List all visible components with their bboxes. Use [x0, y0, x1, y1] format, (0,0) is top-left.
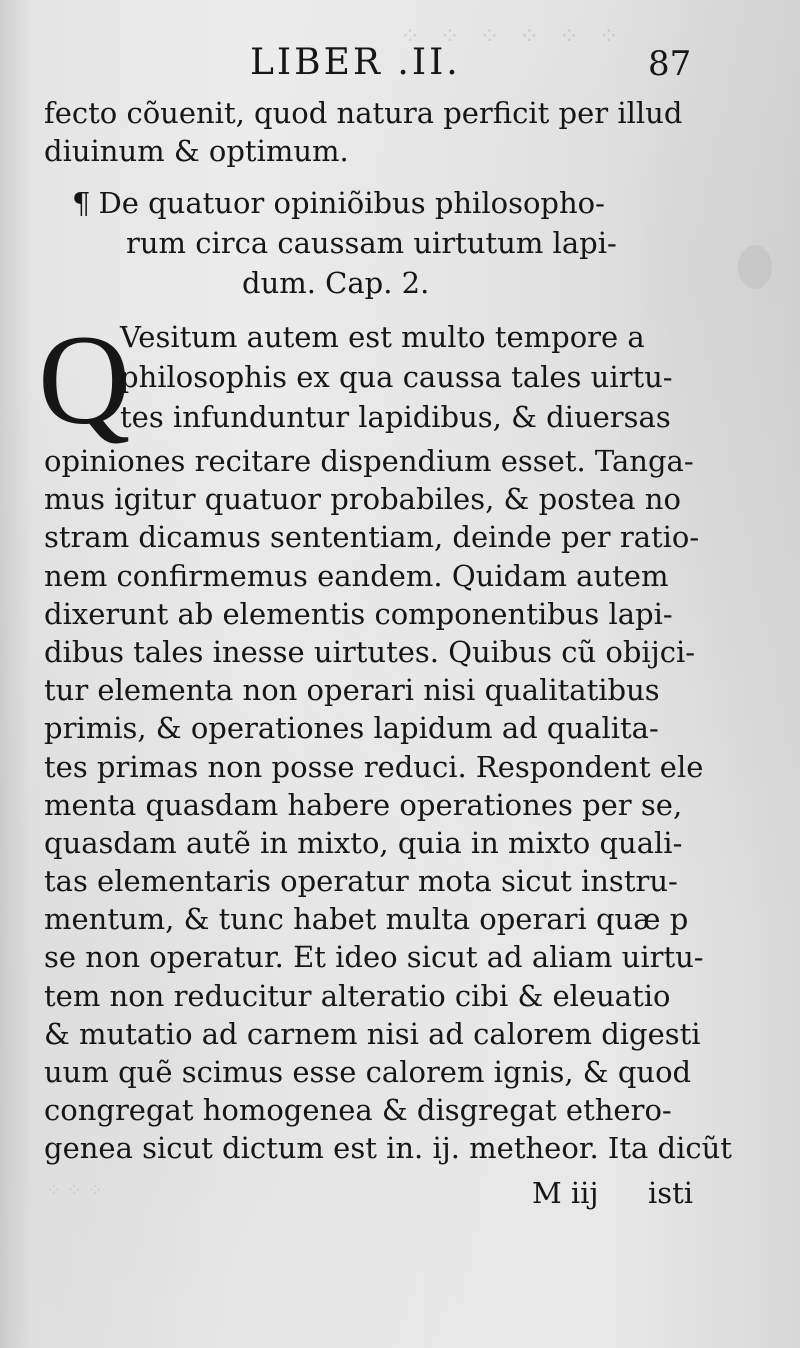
body-line: uum quẽ scimus esse calorem ignis, & quod	[44, 1055, 692, 1089]
chapter-heading-text-1: De quatuor opiniõibus philosopho-	[98, 186, 605, 220]
body-line: tes primas non posse reduci. Respondent ele	[44, 749, 704, 784]
body-line: nem confirmemus eandem. Quidam autem	[44, 558, 669, 593]
running-head: LIBER .II.	[250, 42, 461, 83]
body-line: & mutatio ad carnem nisi ad calorem digesti	[44, 1016, 701, 1051]
body-line: congregat homogenea & disgregat ethero-	[44, 1093, 672, 1128]
drop-cap: Q	[38, 309, 131, 451]
body-line: mentum, & tunc habet multa operari quæ p	[44, 902, 689, 937]
body-line: tas elementaris operatur mota sicut instru-	[44, 864, 678, 899]
body-line: genea sicut dictum est in. ij. metheor. Ita dicũt	[44, 1131, 732, 1166]
chapter-heading-line-1	[72, 186, 702, 220]
intro-line-1: fecto cõuenit, quod natura perficit per illud	[44, 96, 683, 130]
body-line: opiniones recitare dispendium esset. Tanga-	[44, 444, 694, 478]
pilcrow-icon: ¶	[72, 186, 91, 220]
first-paragraph-line-2: philosophis ex qua caussa tales uirtu-	[120, 360, 673, 394]
page-header	[0, 42, 800, 92]
bleed-through-text: ⁘ ⁘ ⁘ ⁘ ⁘ ⁘	[400, 22, 625, 50]
chapter-heading-line-3: dum. Cap. 2.	[242, 266, 430, 300]
body-line: tem non reducitur alteratio cibi & eleuatio	[44, 978, 671, 1013]
body-text	[44, 442, 732, 1168]
chapter-heading-line-2: rum circa caussam uirtutum lapi-	[126, 226, 617, 260]
body-line: dibus tales inesse uirtutes. Quibus cũ obijci-	[44, 634, 696, 669]
body-line: se non operatur. Et ideo sicut ad aliam uirtu-	[44, 940, 704, 975]
intro-line-2: diuinum & optimum.	[44, 134, 349, 168]
first-paragraph-line-3: tes infunduntur lapidibus, & diuersas	[120, 400, 671, 434]
signature-mark: M iij	[532, 1176, 599, 1210]
body-line: quasdam autẽ in mixto, quia in mixto quali-	[44, 825, 683, 860]
page-number: 87	[648, 44, 692, 84]
body-line: primis, & operationes lapidum ad qualita-	[44, 711, 659, 746]
body-line: menta quasdam habere operationes per se,	[44, 787, 683, 822]
body-line: dixerunt ab elementis componentibus lapi-	[44, 596, 673, 631]
body-line: stram dicamus sententiam, deinde per ratio-	[44, 520, 700, 555]
bleed-through-text-bottom: ⁘ ⁘ ⁘	[46, 1180, 103, 1201]
first-paragraph-line-1: Vesitum autem est multo tempore a	[120, 320, 645, 354]
catchword: isti	[648, 1176, 694, 1210]
body-line: tur elementa non operari nisi qualitatibus	[44, 673, 660, 708]
body-line: mus igitur quatuor probabiles, & postea no	[44, 482, 681, 517]
